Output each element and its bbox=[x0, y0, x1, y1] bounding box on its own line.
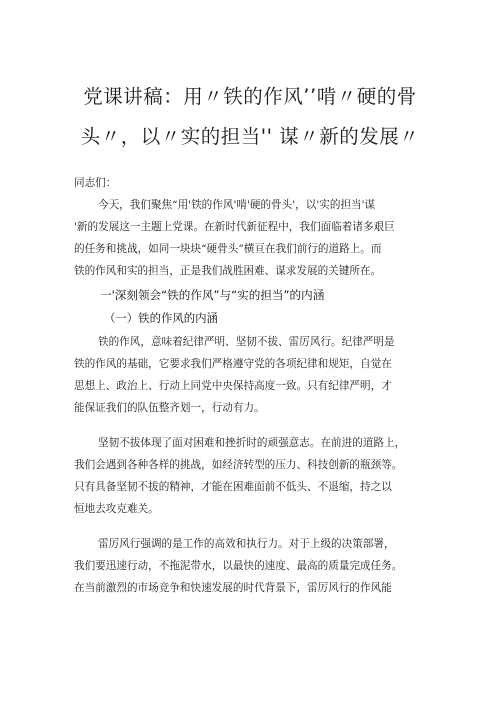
paragraph-line: 铁的作风的基础，它要求我们严格遵守党的各项纪律和规矩，自觉在 bbox=[74, 358, 392, 370]
document-title-line-2: 头〃，以〃实的担当'' 谋〃新的发展〃 bbox=[80, 125, 420, 148]
paragraph-line: 雷厉风行强调的是工作的高效和执行力。对于上级的决策部署， bbox=[98, 538, 395, 550]
intro-line: 的任务和挑战，如同一块块“硬骨头”横亘在我们前行的道路上。而 bbox=[74, 243, 382, 255]
subsection-heading: （一）铁的作风的内涵 bbox=[104, 311, 218, 325]
intro-line: 铁的作风和实的担当，正是我们战胜困难、谋求发展的关键所在。 bbox=[74, 265, 382, 277]
paragraph-line: 我们会遇到各种各样的挑战，如经济转型的压力、科技创新的瓶颈等。 bbox=[74, 459, 403, 471]
paragraph-line: 铁的作风，意味着纪律严明、坚韧不拔、雷厉风行。纪律严明是 bbox=[98, 336, 395, 348]
paragraph-line: 能保证我们的队伍整齐划一，行动有力。 bbox=[74, 402, 265, 414]
paragraph-line: 只有具备坚韧不拔的精神，才能在困难面前不低头、不退缩，持之以 bbox=[74, 481, 392, 493]
section-heading: 一'深刻领会“铁的作风”与“实的担当”的内涵 bbox=[100, 288, 325, 302]
document-title-line-1: 党课讲稿：用〃铁的作风’’啃〃硬的骨 bbox=[83, 85, 417, 108]
paragraph-line: 在当前激烈的市场竞争和快速发展的时代背景下，雷厉风行的作风能 bbox=[74, 582, 392, 594]
intro-line: '新的发展这一主题上党课。在新时代新征程中，我们面临着诸多艰巨 bbox=[74, 221, 395, 233]
paragraph-line: 恒地去攻克难关。 bbox=[74, 503, 159, 515]
paragraph-line: 我们要迅速行动，不拖泥带水，以最快的速度、最高的质量完成任务。 bbox=[74, 560, 403, 572]
paragraph-line: 思想上、政治上、行动上同党中央保持高度一致。只有纪律严明，才 bbox=[74, 380, 392, 392]
intro-line: 今天，我们聚焦“用'铁的作风'啃'硬的骨头'，以'实的担当'谋 bbox=[98, 199, 376, 211]
salutation: 同志们： bbox=[74, 177, 117, 189]
paragraph-line: 坚韧不拔体现了面对困难和挫折时的顽强意志。在前进的道路上， bbox=[98, 437, 406, 449]
